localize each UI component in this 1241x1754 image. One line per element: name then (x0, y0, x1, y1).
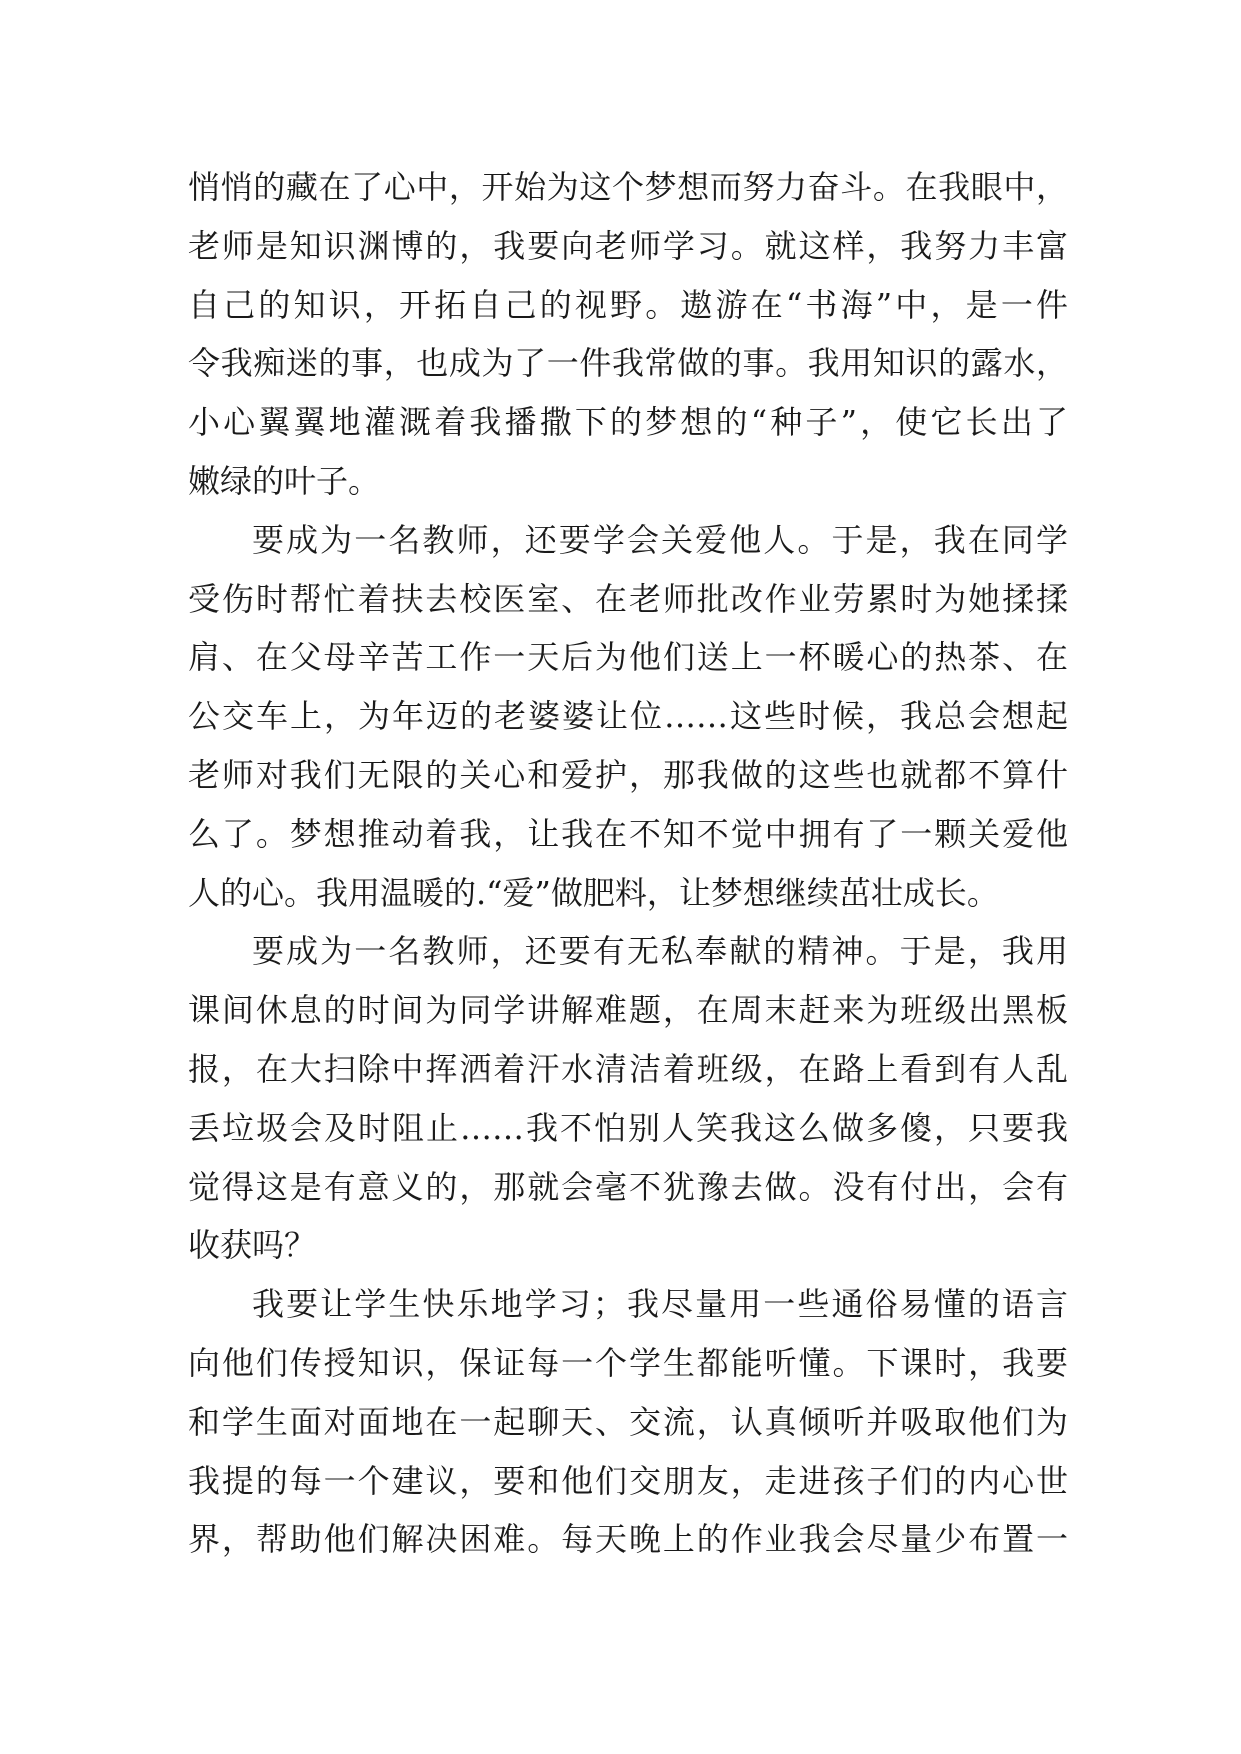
text-line: 受伤时帮忙着扶去校医室、在老师批改作业劳累时为她揉揉 (188, 579, 1068, 618)
paragraph (188, 1275, 1068, 1569)
paragraph (188, 158, 1068, 511)
text-line: 界，帮助他们解决困难。每天晚上的作业我会尽量少布置一 (188, 1520, 1068, 1559)
text-line: 么了。梦想推动着我，让我在不知不觉中拥有了一颗关爱他 (188, 814, 1068, 853)
text-line: 我提的每一个建议，要和他们交朋友，走进孩子们的内心世 (188, 1461, 1068, 1500)
text-line: 要成为一名教师，还要学会关爱他人。于是，我在同学 (252, 520, 1068, 559)
paragraph (188, 922, 1068, 1275)
text-line: 老师是知识渊博的，我要向老师学习。就这样，我努力丰富 (188, 226, 1068, 265)
document-body (188, 158, 1068, 1569)
text-line: 令我痴迷的事，也成为了一件我常做的事。我用知识的露水， (188, 344, 1068, 383)
text-line: 嫩绿的叶子。 (188, 461, 381, 500)
paragraph (188, 511, 1068, 923)
text-line: 人的心。我用温暖的.“爱”做肥料，让梦想继续茁壮成长。 (188, 873, 999, 912)
text-line: 小心翼翼地灌溉着我播撒下的梦想的“种子”，使它长出了 (188, 403, 1068, 442)
text-line: 自己的知识，开拓自己的视野。遨游在“书海”中，是一件 (188, 285, 1068, 324)
text-line: 觉得这是有意义的，那就会毫不犹豫去做。没有付出，会有 (188, 1167, 1068, 1206)
text-line: 我要让学生快乐地学习；我尽量用一些通俗易懂的语言 (252, 1285, 1068, 1324)
text-line: 老师对我们无限的关心和爱护，那我做的这些也就都不算什 (188, 755, 1068, 794)
text-line: 悄悄的藏在了心中，开始为这个梦想而努力奋斗。在我眼中， (188, 168, 1068, 206)
text-line: 报，在大扫除中挥洒着汗水清洁着班级，在路上看到有人乱 (188, 1049, 1068, 1088)
text-line: 要成为一名教师，还要有无私奉献的精神。于是，我用 (252, 932, 1068, 971)
text-line: 课间休息的时间为同学讲解难题，在周末赶来为班级出黑板 (188, 991, 1068, 1030)
text-line: 肩、在父母辛苦工作一天后为他们送上一杯暖心的热茶、在 (188, 638, 1068, 677)
text-line: 和学生面对面地在一起聊天、交流，认真倾听并吸取他们为 (188, 1402, 1068, 1441)
text-line: 公交车上，为年迈的老婆婆让位……这些时候，我总会想起 (188, 697, 1068, 736)
text-line: 收获吗？ (188, 1226, 317, 1265)
text-line: 丢垃圾会及时阻止……我不怕别人笑我这么做多傻，只要我 (188, 1108, 1068, 1147)
text-line: 向他们传授知识，保证每一个学生都能听懂。下课时，我要 (188, 1343, 1068, 1382)
